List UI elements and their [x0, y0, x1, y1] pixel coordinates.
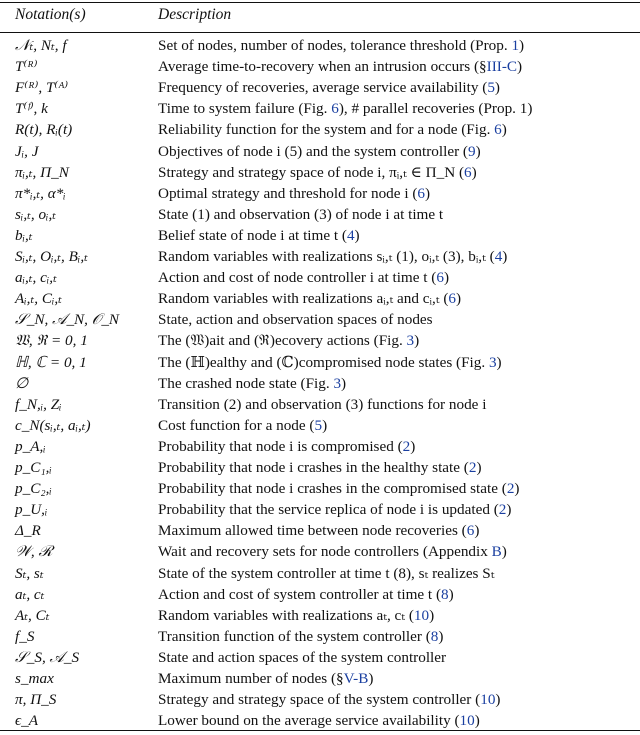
description-cell — [158, 689, 500, 711]
table-row — [0, 584, 640, 606]
reference-link[interactable]: 6 — [448, 290, 456, 308]
description-cell — [158, 668, 373, 690]
description-suffix: ) — [438, 627, 444, 645]
description-text: Strategy and strategy space of node i, πᵢ,ₜ ∈ Π_N ( — [158, 163, 465, 181]
notation-cell: 𝒮_S, 𝒜_S — [15, 648, 80, 666]
table-row — [0, 647, 640, 669]
notation-cell: 𝒮_N, 𝒜_N, 𝒪_N — [15, 311, 120, 329]
notation-cell: Aᵢ,ₜ, Cᵢ,ₜ — [15, 290, 62, 308]
description-text: The (𝔚)ait and (ℜ)ecovery actions (Fig. — [158, 332, 407, 350]
description-suffix: ) — [474, 712, 480, 730]
table-row — [0, 162, 640, 184]
description-cell — [158, 457, 482, 479]
description-text: Action and cost of system controller at time t ( — [158, 585, 442, 603]
description-text: Maximum allowed time between node recoveries ( — [158, 522, 467, 540]
reference-link[interactable]: 6 — [464, 163, 472, 181]
description-suffix: ) — [471, 163, 477, 181]
description-cell — [158, 605, 434, 627]
description-suffix: ) — [448, 585, 454, 603]
notation-cell: Sₜ, sₜ — [15, 564, 44, 582]
description-cell — [158, 394, 486, 416]
notation-cell: Sᵢ,ₜ, Oᵢ,ₜ, Bᵢ,ₜ — [15, 248, 88, 265]
notation-cell: 𝒲, ℛ — [15, 543, 53, 561]
description-suffix: ) — [455, 290, 462, 308]
notation-cell: f_N,ᵢ, Zᵢ — [15, 395, 62, 413]
table-row — [0, 499, 640, 521]
description-suffix: ) — [476, 459, 482, 476]
description-cell — [158, 415, 327, 437]
description-text: Transition function of the system controller ( — [158, 627, 431, 645]
reference-link[interactable]: 8 — [441, 585, 449, 603]
description-cell — [158, 162, 477, 184]
reference-link[interactable]: 5 — [487, 79, 495, 97]
reference-link[interactable]: 10 — [413, 606, 430, 624]
reference-link[interactable]: 3 — [488, 353, 497, 371]
description-cell — [158, 330, 419, 352]
description-text: Probability that the service replica of node i is updated ( — [158, 501, 499, 519]
reference-link[interactable]: 3 — [406, 332, 415, 350]
description-text: The crashed node state (Fig. — [158, 374, 334, 392]
description-text: Action and cost of node controller i at time t ( — [158, 269, 437, 287]
notation-cell: aᵢ,ₜ, cᵢ,ₜ — [15, 269, 57, 287]
table-row — [0, 668, 640, 690]
description-cell — [158, 98, 532, 120]
reference-link[interactable]: III-C — [486, 58, 518, 76]
description-text: Strategy and strategy space of the system controller ( — [158, 691, 481, 709]
table-row — [0, 141, 640, 163]
notation-cell: ℍ, ℂ = 0, 1 — [15, 353, 87, 371]
notation-cell: 𝒩ₜ, Nₜ, f — [15, 37, 67, 54]
table-row — [0, 204, 640, 226]
description-text: Wait and recovery sets for node controllers (Appendix — [158, 543, 492, 561]
description-suffix: ) — [410, 437, 416, 455]
description-cell — [158, 499, 511, 521]
description-suffix: ) — [517, 58, 523, 76]
table-row — [0, 246, 640, 268]
description-cell — [158, 204, 443, 226]
description-text: Belief state of node i at time t ( — [158, 226, 347, 244]
reference-link[interactable]: 4 — [494, 248, 503, 265]
header-rule — [0, 32, 640, 33]
description-text: Objectives of node i (5) and the system controller ( — [158, 142, 468, 160]
reference-link[interactable]: 2 — [468, 459, 477, 476]
description-text: State and action spaces of the system controller — [158, 648, 447, 666]
description-suffix: ) — [322, 416, 328, 434]
reference-link[interactable]: 2 — [402, 437, 411, 455]
description-text: Probability that node i crashes in the healthy state ( — [158, 459, 469, 476]
header-description: Description — [158, 6, 232, 23]
table-row — [0, 394, 640, 416]
description-suffix: ) — [495, 691, 501, 709]
description-text: Lower bound on the average service availability ( — [158, 712, 460, 730]
description-cell — [158, 267, 449, 289]
table-row — [0, 710, 640, 732]
description-cell — [158, 35, 524, 57]
description-text: State (1) and observation (3) of node i at time t — [158, 205, 444, 223]
description-text: Transition (2) and observation (3) functions for node i — [158, 395, 487, 413]
table-row — [0, 56, 640, 78]
description-suffix: ) — [424, 184, 431, 202]
description-text: Random variables with realizations sᵢ,ₜ (1), oᵢ,ₜ (3), bᵢ,ₜ ( — [158, 248, 495, 265]
description-cell — [158, 626, 443, 648]
notation-cell: bᵢ,ₜ — [15, 226, 33, 244]
notation-cell: R(t), Rᵢ(t) — [15, 121, 73, 139]
reference-link[interactable]: 10 — [459, 712, 475, 730]
description-cell — [158, 478, 519, 500]
notation-cell: π*ᵢ,ₜ, α*ᵢ — [15, 184, 66, 202]
notation-cell: F⁽ᴿ⁾, T⁽ᴬ⁾ — [15, 79, 69, 97]
description-cell — [158, 56, 522, 78]
notation-cell: aₜ, cₜ — [15, 585, 45, 603]
description-text: State, action and observation spaces of nodes — [158, 311, 433, 329]
reference-link[interactable]: B — [491, 543, 502, 561]
notation-cell: Aₜ, Cₜ — [15, 606, 50, 624]
description-text: Probability that node i is compromised ( — [158, 437, 403, 455]
reference-link[interactable]: 4 — [346, 226, 355, 244]
description-text: State of the system controller at time t (8), sₜ realizes Sₜ — [158, 564, 495, 582]
description-cell — [158, 309, 433, 331]
table-row — [0, 309, 640, 331]
description-cell — [158, 77, 500, 99]
description-cell — [158, 288, 461, 310]
notation-cell: 𝔚, ℜ = 0, 1 — [15, 332, 88, 350]
notation-cell: p_A,ᵢ — [15, 437, 46, 455]
description-cell — [158, 352, 502, 374]
description-suffix: ) — [496, 353, 502, 371]
bottom-rule — [0, 730, 640, 731]
reference-link[interactable]: 6 — [494, 121, 502, 139]
description-suffix: ) — [341, 374, 347, 392]
description-text: Cost function for a node ( — [158, 416, 315, 434]
description-suffix: ) — [474, 522, 480, 540]
notation-cell: T⁽ᶠ⁾, k — [15, 100, 48, 118]
description-text: Probability that node i crashes in the compromised state ( — [158, 480, 507, 498]
description-text: Random variables with realizations aₜ, cₜ ( — [158, 606, 414, 624]
description-suffix: ) — [354, 226, 360, 244]
description-cell — [158, 710, 480, 732]
notation-cell: s_max — [15, 670, 54, 687]
description-text: Maximum number of nodes (§ — [158, 670, 344, 687]
reference-link[interactable]: 3 — [333, 374, 342, 392]
reference-link[interactable]: 5 — [314, 416, 323, 434]
table-row — [0, 689, 640, 711]
description-cell — [158, 436, 415, 458]
table-row — [0, 478, 640, 500]
description-cell — [158, 520, 479, 542]
table-row — [0, 626, 640, 648]
notation-cell: p_C₂,ᵢ — [15, 480, 52, 498]
description-suffix: ) — [414, 332, 420, 350]
table-row — [0, 520, 640, 542]
description-suffix: ) — [514, 480, 520, 498]
description-cell — [158, 373, 346, 395]
description-text: Set of nodes, number of nodes, tolerance threshold (Prop. — [158, 37, 512, 54]
table-row — [0, 563, 640, 585]
description-cell — [158, 647, 446, 669]
reference-link[interactable]: 2 — [506, 480, 515, 498]
notation-cell: πᵢ,ₜ, Π_N — [15, 163, 69, 181]
top-rule — [0, 2, 640, 3]
table-row — [0, 352, 640, 374]
table-row — [0, 330, 640, 352]
reference-link[interactable]: 8 — [430, 627, 439, 645]
table-row — [0, 267, 640, 289]
table-row — [0, 98, 640, 120]
table-row — [0, 35, 640, 57]
reference-link[interactable]: 6 — [331, 100, 339, 118]
notation-cell: f_S — [15, 627, 35, 645]
table-row — [0, 183, 640, 205]
description-suffix: ) — [494, 79, 500, 97]
description-suffix: ) — [368, 670, 374, 687]
description-text: Random variables with realizations aᵢ,ₜ and cᵢ,ₜ ( — [158, 290, 449, 308]
description-suffix: ) — [443, 269, 450, 287]
description-text: Reliability function for the system and for a node (Fig. — [158, 121, 495, 139]
notation-cell: T⁽ᴿ⁾ — [15, 58, 38, 76]
description-suffix: ) — [519, 37, 525, 54]
description-text: Optimal strategy and threshold for node i ( — [158, 184, 418, 202]
notation-cell: p_C₁,ᵢ — [15, 459, 52, 476]
description-cell — [158, 119, 507, 141]
table-row — [0, 288, 640, 310]
notation-cell: c_N(sᵢ,ₜ, aᵢ,ₜ) — [15, 416, 91, 434]
table-row — [0, 77, 640, 99]
description-suffix: ) — [501, 543, 507, 561]
notation-cell: Jᵢ, J — [15, 142, 39, 160]
description-text: Frequency of recoveries, average service availability ( — [158, 79, 488, 97]
description-cell — [158, 183, 430, 205]
notation-cell: ∅ — [15, 374, 29, 392]
reference-link[interactable]: V-B — [343, 670, 369, 687]
table-row — [0, 415, 640, 437]
description-suffix: ), # parallel recoveries (Prop. 1) — [338, 100, 533, 118]
description-suffix: ) — [502, 248, 508, 265]
reference-link[interactable]: 6 — [417, 184, 425, 202]
table-row — [0, 225, 640, 247]
reference-link[interactable]: 6 — [466, 522, 475, 540]
description-suffix: ) — [475, 142, 481, 160]
table-row — [0, 373, 640, 395]
description-suffix: ) — [506, 501, 512, 519]
description-text: The (ℍ)ealthy and (ℂ)compromised node states (Fig. — [158, 353, 489, 371]
notation-cell: sᵢ,ₜ, oᵢ,ₜ — [15, 205, 56, 223]
description-cell — [158, 541, 507, 563]
description-cell — [158, 246, 507, 268]
table-row — [0, 436, 640, 458]
description-suffix: ) — [429, 606, 435, 624]
description-text: Time to system failure (Fig. — [158, 100, 332, 118]
table-row — [0, 541, 640, 563]
reference-link[interactable]: 10 — [480, 691, 496, 709]
reference-link[interactable]: 6 — [436, 269, 444, 287]
description-cell — [158, 225, 360, 247]
reference-link[interactable]: 9 — [468, 142, 476, 160]
description-suffix: ) — [501, 121, 507, 139]
notation-cell: p_U,ᵢ — [15, 501, 48, 519]
reference-link[interactable]: 2 — [498, 501, 507, 519]
description-cell — [158, 563, 494, 585]
table-row — [0, 119, 640, 141]
table-row — [0, 605, 640, 627]
reference-link[interactable]: 1 — [511, 37, 520, 54]
notation-cell: Δ_R — [15, 522, 41, 540]
table-row — [0, 457, 640, 479]
header-notation: Notation(s) — [15, 6, 86, 23]
description-text: Average time-to-recovery when an intrusion occurs (§ — [158, 58, 487, 76]
description-cell — [158, 141, 481, 163]
notation-cell: ϵ_A — [15, 712, 38, 730]
notation-cell: π, Π_S — [15, 691, 57, 709]
description-cell — [158, 584, 454, 606]
